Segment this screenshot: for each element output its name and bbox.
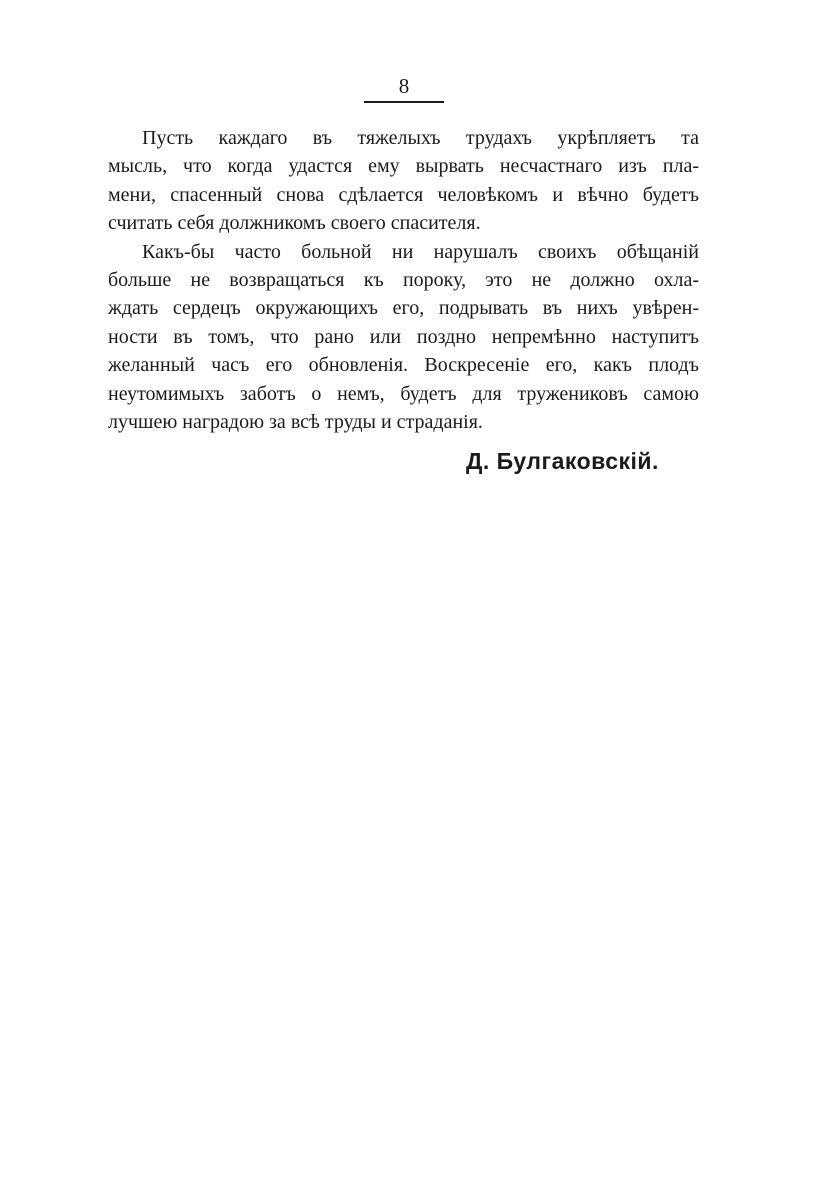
page-number: 8 — [398, 74, 410, 98]
body-text — [108, 124, 699, 436]
paragraph-2 — [108, 238, 699, 437]
text-line: желанный часъ его обновленія. Воскресеніе его, какъ плодъ — [108, 354, 699, 377]
text-line: лучшею наградою за всѣ труды и страданія. — [108, 411, 483, 434]
text-line: мысль, что когда удастся ему вырвать несчастнаго изъ пла- — [108, 155, 699, 178]
page-number-rule — [364, 101, 444, 103]
text-line: мени, спасенный снова сдѣлается человѣкомъ и вѣчно будетъ — [108, 183, 699, 206]
text-line: Пусть каждаго въ тяжелыхъ трудахъ укрѣпляетъ та — [142, 127, 699, 149]
author-signature: Д. Булгаковскій. — [466, 448, 659, 474]
text-line: ности въ томъ, что рано или поздно непремѣнно наступитъ — [108, 325, 699, 348]
text-line: ждать сердецъ окружающихъ его, подрывать въ нихъ увѣрен- — [108, 297, 699, 320]
text-line: неутомимыхъ заботъ о немъ, будетъ для тружениковъ самою — [108, 382, 699, 405]
text-line: больше не возвращаться къ пороку, это не должно охла- — [108, 269, 699, 292]
paragraph-1 — [108, 124, 699, 238]
text-line: считать себя должникомъ своего спасителя. — [108, 212, 481, 235]
text-line: Какъ-бы часто больной ни нарушалъ своихъ обѣщаній — [142, 240, 699, 263]
